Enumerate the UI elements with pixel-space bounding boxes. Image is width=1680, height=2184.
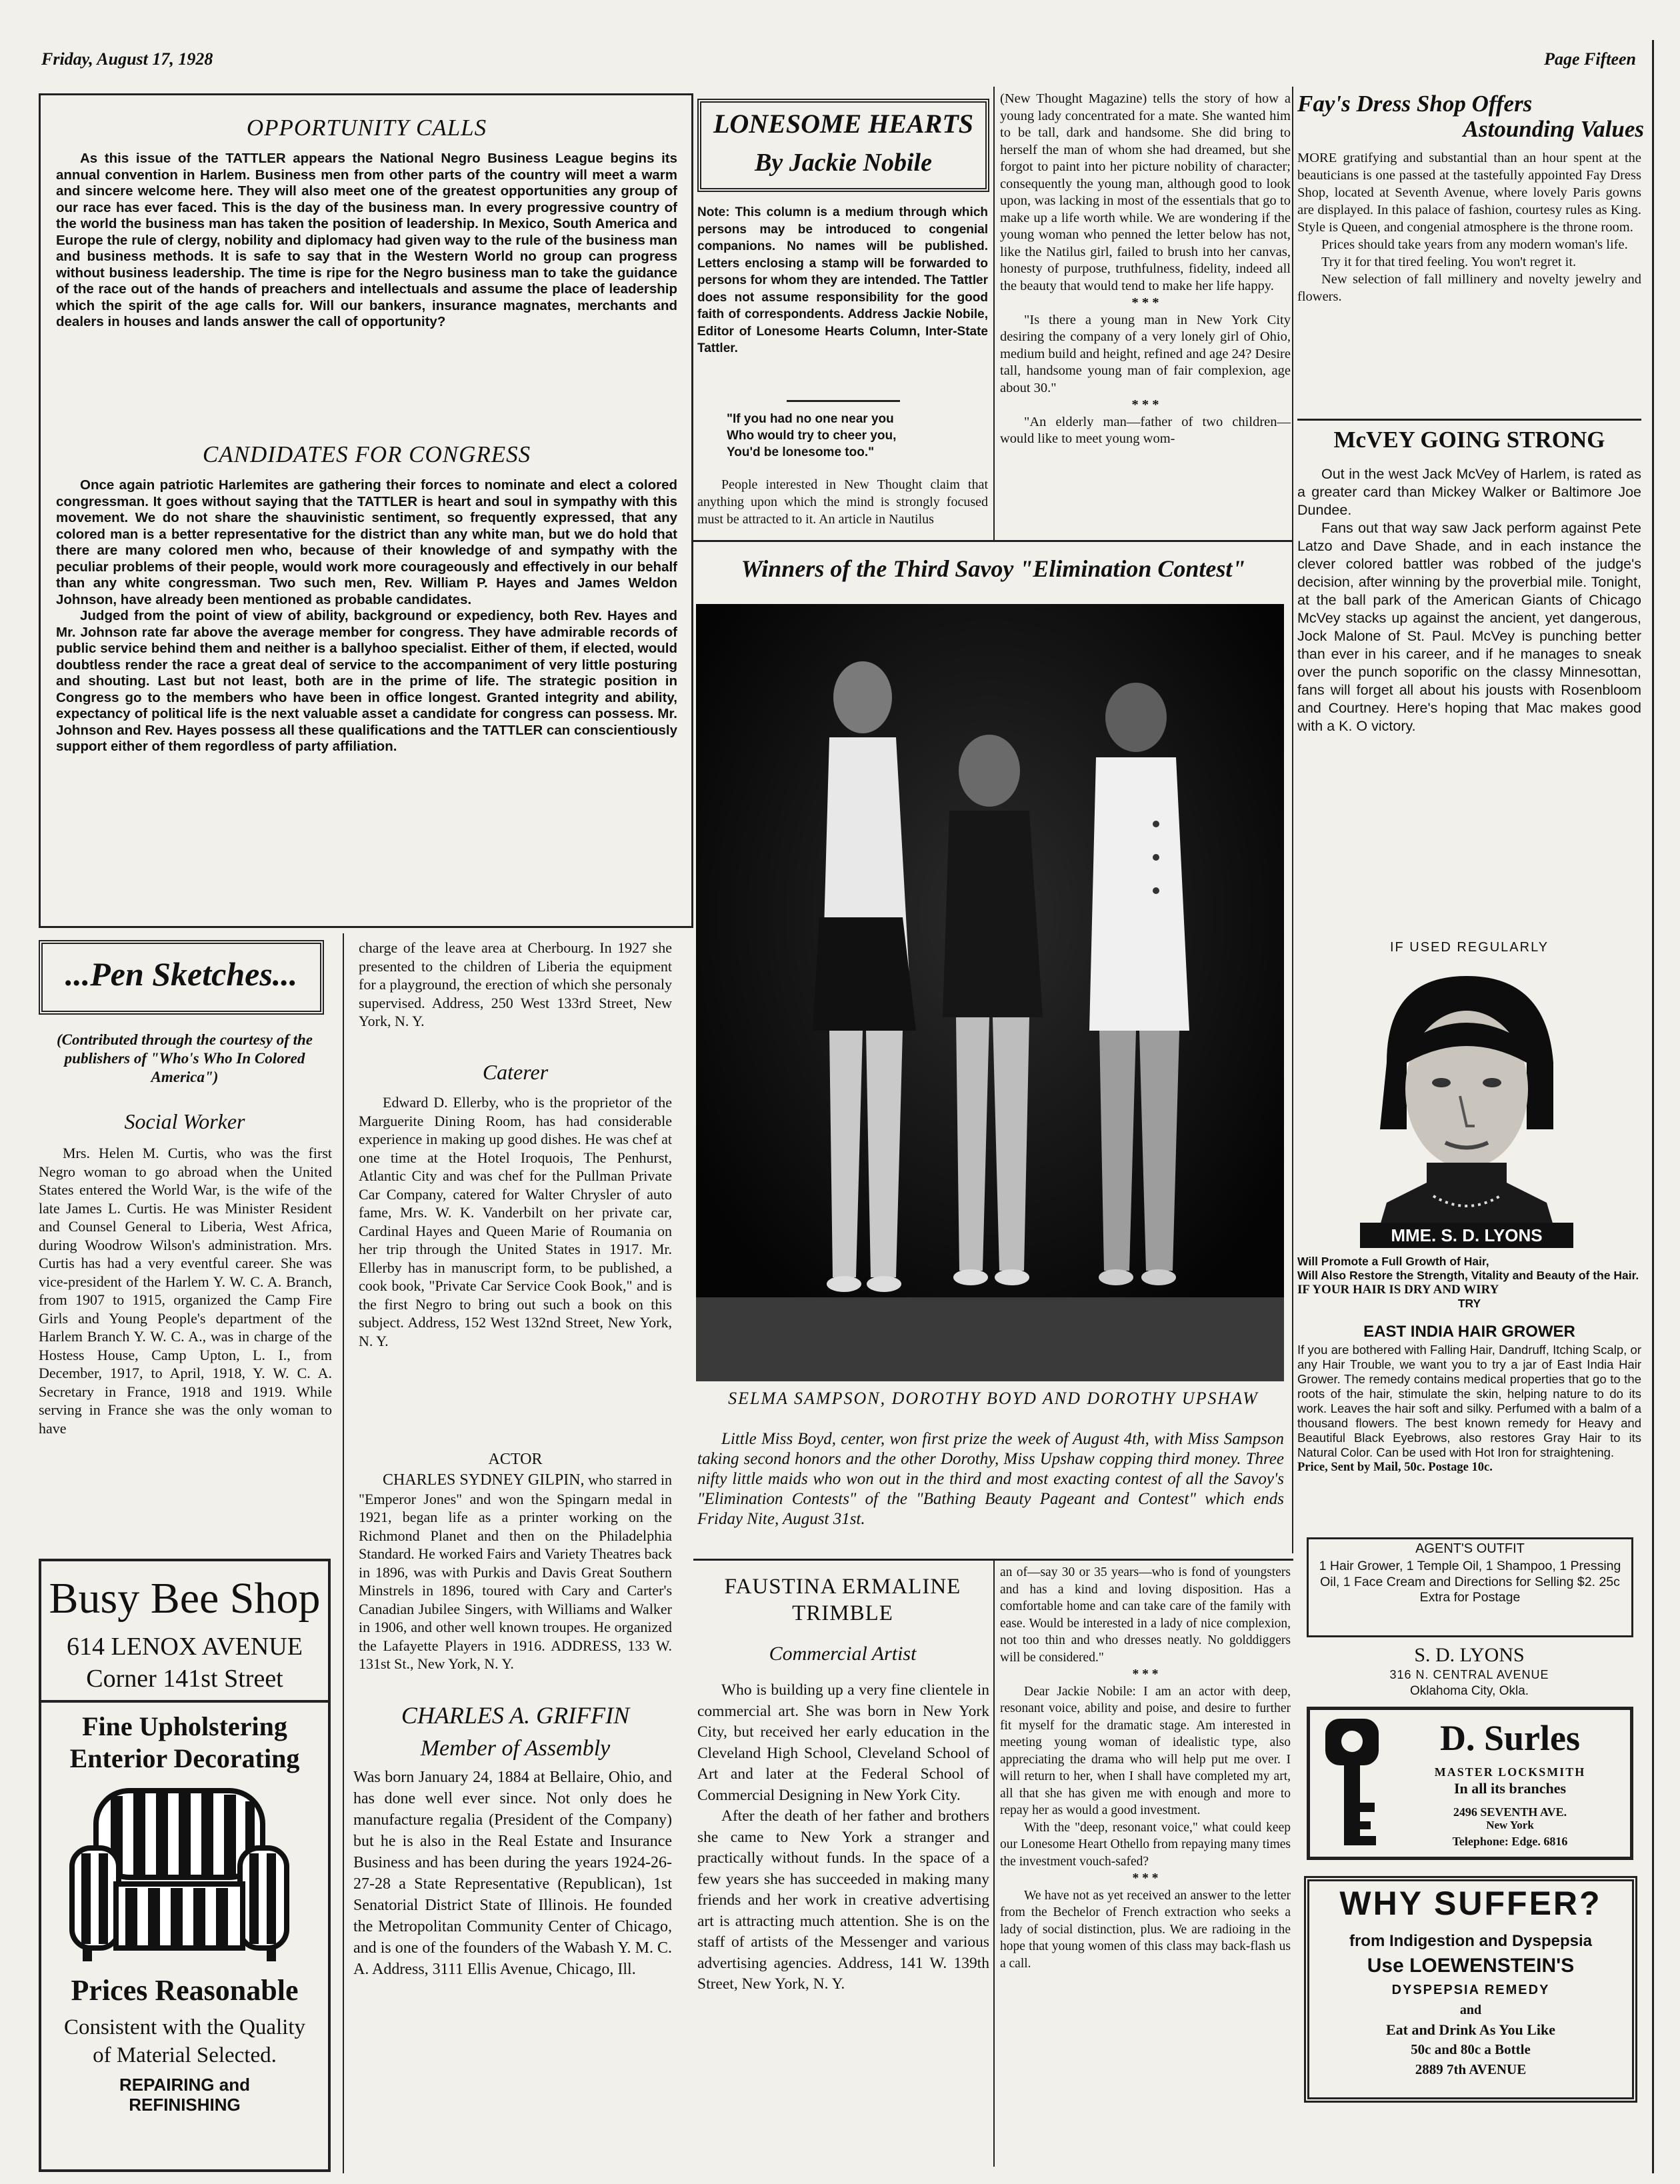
surles-address2: New York [1486,1819,1534,1831]
lonesome-continued: an of—say 30 or 35 years—who is fond of youngsters and has a kind and loving disposition. Has a comfortable home and can take care of the family with ease. Would be interested in a lady of nice complexion, not too thin and who dresses neatly. No golddiggers will be considered." * * * Dear Jackie Nobile: I am an actor with deep, resonant voice, ability and poise, and desire to further fit myself for the dramatic stage. Am interested in meeting young woman of idealistic type, also appreciating the drama who will help put me over. I will return to her, when I shall have completed my art, all that she has given me with enough and more to repay her as would a good investment. With the "deep, resonant voice," what could keep our Lonesome Heart Othello from repaying many times the investment vouch-safed? * * * We have not as yet received an answer to the letter from the Bechelor of French extraction who seeks a lady of social distinction, plus. We are radioing in the hope that young women of this class may back-flash us a call. [1000,1565,1291,1971]
busy-bee-quality: Consistent with the Quality of Material Selected. [63,2015,306,2067]
loewenstein-line7: 2889 7th AVENUE [1415,2061,1527,2077]
surles-branches: In all its branches [1453,1780,1567,1797]
lyons-firm: S. D. LYONS [1414,1644,1525,1666]
fays-text: MORE gratifying and substantial than an hour spent at the beauticians is one passed at the tastefully appointed Fay Dress Shop, located at Seventh Avenue, where lovely Paris gowns are displayed. In this palace of fashion, courtesy rules as King. Style is Queen, and congenial atmosphere is the throne room. Prices should take years from any modern woman's life. Try it for that tired feeling. You won't regret it. New selection of fall millinery and novelty jewelry and flowers. [1297,151,1641,304]
busy-bee-service2: Enterior Decorating [69,1743,300,1773]
fays-title2: Astounding Values [1463,116,1644,142]
faustina-text: Who is building up a very fine clientele in commercial art. She was born in New York City, but received her early education in the Cleveland High School, Cleveland School of Art and later at the Federal School of Commercial Designing in New York City. After the death of her father and brothers she came to New York a stranger and practically without funds. In the space of a few years she has succeeded in making many friends and her work in creative advertising art is attracting much attention. She is on the staff of artists of the Messenger and various advertising agencies. Address, 141 W. 139th Street, New York, N. Y. [697,1681,989,1993]
surles-address1: 2496 SEVENTH AVE. [1453,1805,1567,1819]
caterer-text: Edward D. Ellerby, who is the proprietor of the Marguerite Dining Room, has had considerable experience in making up good dishes. He was chef at one time at the Hotel Iroquois, The Penhurst, Atlantic City and was chef for the Pullman Private Car Company, catered for Walter Chrysler of auto fame, Mrs. W. K. Vanderbilt on her private car, Cardinal Hayes and Queen Marie of Roumania on her trip through the United States in 1917. Mr. Ellerby has in manuscript form, to be published, a cook book, "Private Car Service Cook Book," and is the first Negro to bring out such a book on this subject. Address, 152 West 132nd Street, New York, N. Y. [359,1094,672,1349]
lonesome-verse: "If you had no one near you Who would try to cheer you, You'd be lonesome too." [727,412,897,459]
pen-sketches-credit: (Contributed through the courtesy of the publishers of "Who's Who In Colored America") [56,1031,313,1085]
lyons-copy: Will Promote a Full Growth of Hair, Will Also Restore the Strength, Vitality and Beauty of the Hair. IF YOUR HAIR IS DRY AND WIRY TRY [1297,1255,1639,1310]
armchair-illustration [69,1784,289,1964]
griffin-text: Was born January 24, 1884 at Bellaire, Ohio, and has done well ever since. Not only does he manufacture regalia (President of the Company) but he is also in the Real Estate and Insurance Business and has been during the years 1924-26-27-28 a State Representative (Republican), 1st Senatorial District State of Illinois. He founded the Metropolitan Community Center of Chicago, and is one of the founders of the Wabash Y. M. C. A. Address, 3111 Ellis Avenue, Chicago, Ill. [353,1769,672,1978]
page-number: Page Fifteen [1544,49,1636,69]
busy-bee-address1: 614 LENOX AVENUE [67,1633,303,1661]
agents-outfit-heading: AGENT'S OUTFIT [1415,1541,1525,1556]
griffin-heading: CHARLES A. GRIFFIN [401,1702,630,1729]
surles-phone: Telephone: Edge. 6816 [1452,1835,1568,1848]
busy-bee-repair1: REPAIRING and [119,2075,250,2095]
loewenstein-line2: Use LOEWENSTEIN'S [1367,1955,1575,1977]
griffin-subheading: Member of Assembly [420,1736,611,1761]
social-worker-text: Mrs. Helen M. Curtis, who was the first Negro woman to go abroad when the United States entered the World War, is the wife of the late James L. Curtis. He was Minister Resident and Counsel General to Liberia, West Africa, during Woodrow Wilson's administration. Mrs. Curtis has had a very eventful career. She was vice-president of the Harlem Y. W. C. A. Branch, from 1907 to 1915, organized the Camp Fire Girls and Young People's department of the Harlem Branch Y. W. C. A., was in charge of the Hostess House, Camp Upton, L. I., from December, 1917, to April, 1918, Y. W. C. A. Secretary in France, 1918 and 1919. While serving in France she was the only woman to have [39,1145,332,1437]
pen-sketches-title: ...Pen Sketches... [65,955,298,993]
loewenstein-line4: and [1459,2003,1482,2017]
agents-outfit-text: 1 Hair Grower, 1 Temple Oil, 1 Shampoo, 1 Pressing Oil, 1 Face Cream and Directions for Selling $2. 25c Extra for Postage [1319,1559,1621,1605]
lyons-address1: 316 N. CENTRAL AVENUE [1389,1668,1549,1681]
key-icon [1320,1716,1384,1852]
faustina-subtitle: Commercial Artist [769,1643,917,1665]
savoy-photo [696,604,1284,1381]
issue-date: Friday, August 17, 1928 [41,49,213,69]
busy-bee-address2: Corner 141st Street [86,1665,283,1693]
faustina-title1: FAUSTINA ERMALINE [724,1575,961,1599]
faustina-title2: TRIMBLE [792,1601,893,1625]
busy-bee-repair2: REFINISHING [129,2095,241,2115]
loewenstein-line6: 50c and 80c a Bottle [1411,2041,1531,2057]
busy-bee-service1: Fine Upholstering [82,1711,287,1741]
editorial-title-congress: CANDIDATES FOR CONGRESS [202,441,531,467]
lyons-description: If you are bothered with Falling Hair, Dandruff, Itching Scalp, or any Hair Trouble, we want you to try a jar of East India Hair Grower. The remedy contains medical properties that go to the roots of the hair, stimulate the skin, helping nature to do its work. Leaves the hair soft and silky. Perfumed with a balm of a thousand flowers. The best known remedy for Heavy and Beautiful Black Eyebrows, also restores Gray Hair to its Natural Color. Can be used with Hot Iron for straightening. Price, Sent by Mail, 50c. Postage 10c. [1297,1343,1641,1474]
surles-name: D. Surles [1439,1718,1580,1758]
pen-col2-text: charge of the leave area at Cherbourg. In 1927 she presented to the children of Liberia the equipment for a playground, the erection of which she personaly supervised. Address, 250 West 133rd Street, New York, N. Y. [359,939,672,1029]
editorial-congress-text: Once again patriotic Harlemites are gathering their forces to nominate and elect a colored congressman. It goes without saying that the TATTLER is heart and soul in sympathy with this movement. We do not share the shauvinistic sentiment, so frequently expressed, that any colored man is a better representative for the district than any white man, but we do hold that there are many colored men who, because of their knowledge of and sympathy with the peculiar problems of their people, would work more courageously and effectively in our behalf than any white congressman. Two such men, Rev. William P. Hayes and James Weldon Johnson, have already been mentioned as probable candidates. Judged from the point of view of ability, background or expediency, both Rev. Hayes and Mr. Johnson rate far above the average member for congress. They have admirable records of public service behind them and neither is a ballyhoo specialist. Either of them, if elected, would doubtless render the race a great deal of service to the accompaniment of very little posturing and shouting. Last but not least, both are in the prime of life. The strategic position in Congress go to the members who have been in office longest. Granted integrity and ability, expectancy of political life is the next valuable asset a candidate for congress can possess. Mr. Johnson and Rev. Hayes possess all these qualifications and the TATTLER can conscientiously support either of them regordless of party affiliation. [56,477,677,754]
loewenstein-line5: Eat and Drink As You Like [1385,2021,1556,2038]
lyons-portrait [1360,963,1573,1248]
savoy-title: Winners of the Third Savoy "Elimination Contest" [741,555,1246,582]
actor-heading: ACTOR [488,1451,543,1468]
busy-bee-prices: Prices Reasonable [71,1974,299,2007]
actor-text: CHARLES SYDNEY GILPIN, who starred in "Emperor Jones" and won the Spingarn medal in 1921, began life as a printer working on the Richmond Planet and then on the Philadelphia Standard. He worked Fairs and Variety Theatres back in 1896, was with Purkis and Davis Great Southern Minstrels in 1896, toured with Cary and Carter's Canadian Jubilee Singers, with Williams and Walker in 1906, and other well known troupes. He organized the Lafayette Players in 1916. ADDRESS, 133 W. 131st St., New York, N. Y. [359,1471,673,1672]
editorial-opportunity-text: As this issue of the TATTLER appears the National Negro Business League begins its annual convention in Harlem. Business men from other parts of the country will meet a warm and sincere welcome here. They will also meet one of the greatest opportunities any group of our race has ever faced. This is the day of the business man. In every progressive country of the world the business man has taken the position of leadership. In Mexico, South America and Europe the rule of clergy, nobility and diplomacy had given way to the rule of the business man and business methods. It is safe to say that in the Western World no group can progress without business leadership. The time is ripe for the Negro business man to take the guidance of the race out of the hands of preachers and intellectuals and assume the place of leadership which the spirit of the age calls for. Will our bankers, insurance magnates, merchants and dealers in houses and lands answer the call of opportunity? [56,151,677,329]
savoy-names: SELMA SAMPSON, DOROTHY BOYD AND DOROTHY UPSHAW [728,1389,1259,1408]
loewenstein-line3: DYSPEPSIA REMEDY [1391,1983,1550,1997]
surles-trade: MASTER LOCKSMITH [1434,1765,1586,1779]
lyons-top-line: IF USED REGULARLY [1389,940,1549,955]
lonesome-hearts-byline: By Jackie Nobile [755,149,932,177]
mcvey-text: Out in the west Jack McVey of Harlem, is rated as a greater card than Mickey Walker or Baltimore Joe Dundee. Fans out that way saw Jack perform against Pete Latzo and Dave Shade, and in each instance the clever colored battler was robbed of the judge's decision, after winning by the proverbial mile. Tonight, at the ball park of the American Giants of Chicago McVey stacks up against the ancient, yet dangerous, Jock Malone of St. Paul. McVey is punching better than ever in his career, and if he manages to sneak over the punch soporific on the classy Minnesottan, fans will forget all about his jousts with Rosenbloom and Courtney. Here's hoping that Mac makes good with a K. O victory. [1297,466,1641,734]
loewenstein-headline: WHY SUFFER? [1339,1885,1602,1922]
lonesome-hearts-title: LONESOME HEARTS [713,109,974,139]
lonesome-note: Note: This column is a medium through which persons may be introduced to congenial companions. No names will be published. Letters enclosing a stamp will be forwarded to persons for whom they are intended. The Tattler does not assume responsibility for the good faith of correspondents. Address Jackie Nobile, Editor of Lonesome Hearts Column, Inter-State Tattler. [697,205,988,355]
fays-title1: Fay's Dress Shop Offers [1297,91,1533,117]
lyons-product: EAST INDIA HAIR GROWER [1363,1323,1575,1341]
caterer-heading: Caterer [482,1060,549,1084]
mcvey-title: McVEY GOING STRONG [1333,427,1605,453]
lyons-address2: Oklahoma City, Okla. [1409,1684,1529,1698]
lonesome-col2: (New Thought Magazine) tells the story of how a young lady concentrated for a mate. She wanted him to be tall, dark and handsome. She did bring to herself the man of whom she had dreamed, but she forgot to paint into her picture nobility of character; consequently the young man, although good to look upon, was lacking in most of the essentials that go to make up a life worth while. We are wondering if the young woman who penned the letter below has not, like the Natilus girl, failed to brush into her canvas, honesty of purpose, truthfulness, fidelity, indeed all the beauty that would tend to make her life happy. * * * "Is there a young man in New York City desiring the company of a very lonely girl of Ohio, medium build and height, refined and age 24? Desire tall, handsome young man of fair complexion, age about 30." * * * "An elderly man—father of two children—would like to meet young wom- [1000,91,1291,446]
busy-bee-name: Busy Bee Shop [49,1574,321,1623]
savoy-caption: Little Miss Boyd, center, won first prize the week of August 4th, with Miss Sampson taking second honors and the other Dorothy, Miss Upshaw copping third money. Three nifty little maids who won out in the third and most exacting contest of all the Savoy's "Elimination Contests" of the "Bathing Beauty Pageant and Contest" which ends Friday Nite, August 31st. [697,1430,1284,1528]
loewenstein-line1: from Indigestion and Dyspepsia [1349,1932,1593,1950]
actor-name: CHARLES SYDNEY GILPIN, [383,1471,585,1489]
editorial-title-opportunity: OPPORTUNITY CALLS [246,115,487,141]
lonesome-p1: People interested in New Thought claim that anything upon which the mind is strongly focused must be attracted to it. An article in Nautilus [697,477,988,527]
social-worker-heading: Social Worker [124,1109,245,1133]
lyons-nameplate: MME. S. D. LYONS [1360,1223,1573,1248]
